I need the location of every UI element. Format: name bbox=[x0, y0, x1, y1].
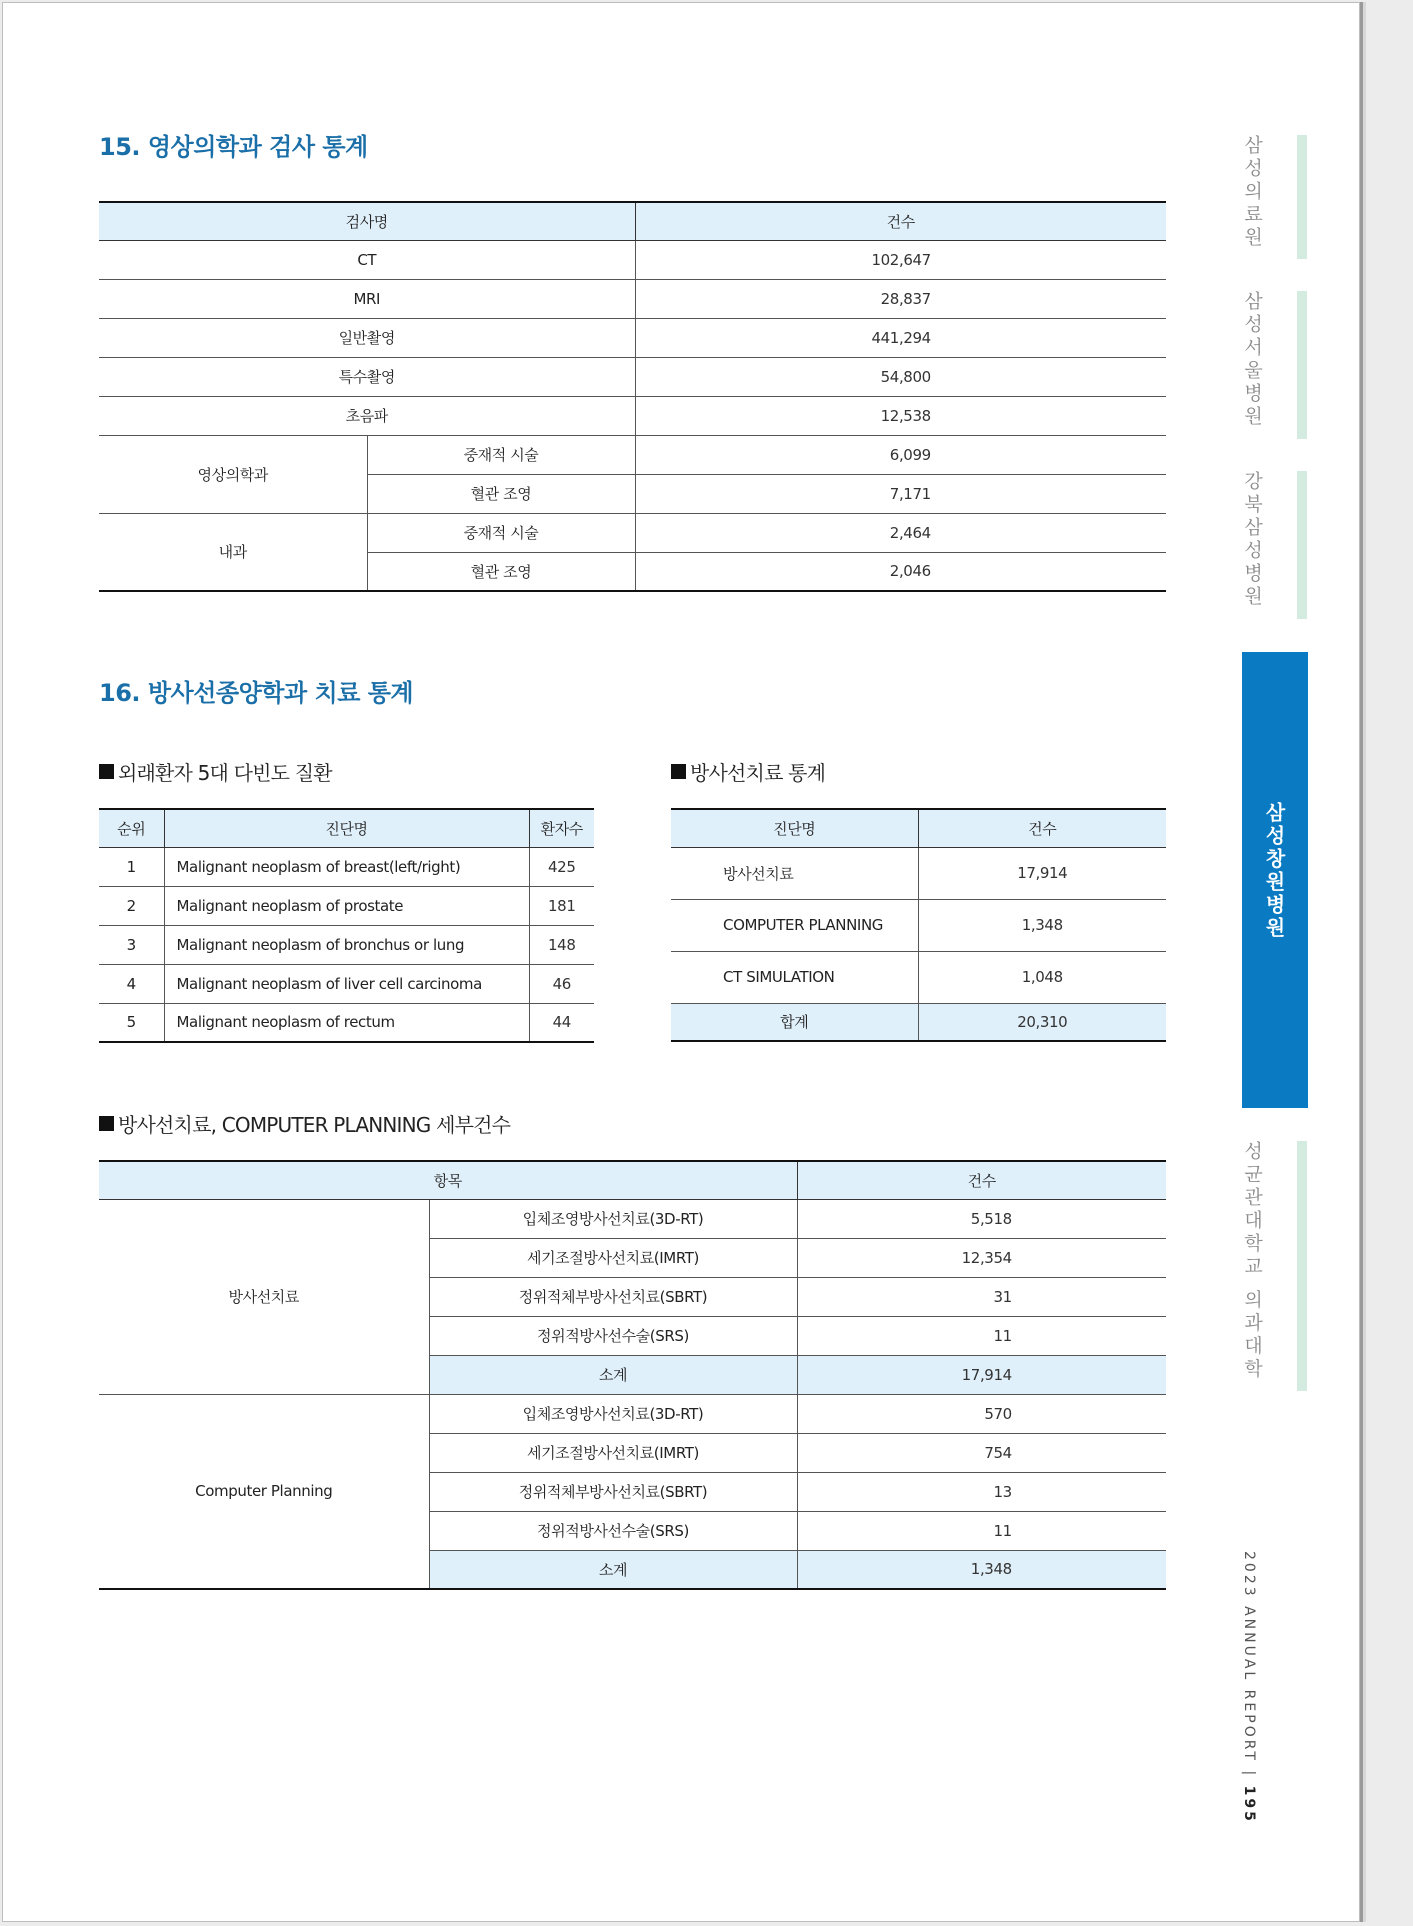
footer-separator: | bbox=[1241, 1770, 1257, 1779]
exam-name: 초음파 bbox=[99, 396, 635, 435]
table-row bbox=[99, 1003, 594, 1042]
page-number: 195 bbox=[1241, 1785, 1257, 1824]
exam-count: 7,171 bbox=[635, 474, 1166, 513]
header-item: 항목 bbox=[99, 1161, 797, 1199]
table-row bbox=[99, 513, 1166, 552]
item-count: 11 bbox=[797, 1316, 1166, 1355]
table-row bbox=[99, 279, 1166, 318]
table-row bbox=[671, 951, 1166, 1003]
subtotal-label: 소계 bbox=[429, 1355, 797, 1394]
item-count: 754 bbox=[797, 1433, 1166, 1472]
table-row bbox=[99, 240, 1166, 279]
table-row bbox=[99, 396, 1166, 435]
radiation-stats-table bbox=[671, 808, 1166, 1042]
item-count: 11 bbox=[797, 1511, 1166, 1550]
square-bullet-icon bbox=[99, 764, 114, 779]
detail-subtitle bbox=[99, 1109, 510, 1138]
exam-count: 54,800 bbox=[635, 357, 1166, 396]
exam-count: 2,046 bbox=[889, 562, 931, 581]
item-count: 13 bbox=[797, 1472, 1166, 1511]
exam-count: 12,538 bbox=[635, 396, 1166, 435]
item-name: 정위적방사선수술(SRS) bbox=[429, 1511, 797, 1550]
item-name: 세기조절방사선치료(IMRT) bbox=[429, 1238, 797, 1277]
detail-subtitle-text: 방사선치료, COMPUTER PLANNING 세부건수 bbox=[118, 1113, 511, 1137]
side-tab-bar bbox=[1297, 1141, 1307, 1391]
exam-name: 혈관 조영 bbox=[367, 552, 635, 591]
item-name: 정위적체부방사선치료(SBRT) bbox=[429, 1472, 797, 1511]
patients: 425 bbox=[529, 847, 594, 886]
treatment-name: COMPUTER PLANNING bbox=[671, 899, 918, 951]
table-row bbox=[99, 435, 1166, 474]
header-rank: 순위 bbox=[99, 809, 164, 847]
header-exam-name: 검사명 bbox=[99, 202, 635, 240]
table-row bbox=[99, 847, 594, 886]
item-count: 5,518 bbox=[797, 1199, 1166, 1238]
table-row bbox=[671, 847, 1166, 899]
diagnosis: Malignant neoplasm of prostate bbox=[164, 886, 529, 925]
diagnosis: Malignant neoplasm of rectum bbox=[164, 1003, 529, 1042]
group-label: 내과 bbox=[99, 513, 367, 591]
rank: 1 bbox=[99, 847, 164, 886]
side-tab-samsung-medical-center[interactable]: 삼성의료원 bbox=[1241, 135, 1263, 250]
side-tab-kangbuk-samsung-hospital[interactable]: 강북삼성병원 bbox=[1241, 471, 1263, 609]
item-name: 정위적체부방사선치료(SBRT) bbox=[429, 1277, 797, 1316]
section-15-title: 15. 영상의학과 검사 통계 bbox=[99, 133, 368, 161]
item-count: 12,354 bbox=[797, 1238, 1166, 1277]
imaging-stats-table bbox=[99, 201, 1166, 592]
exam-name: 일반촬영 bbox=[99, 318, 635, 357]
item-name: 입체조영방사선치료(3D-RT) bbox=[429, 1394, 797, 1433]
exam-name: 중재적 시술 bbox=[367, 435, 635, 474]
item-name: 세기조절방사선치료(IMRT) bbox=[429, 1433, 797, 1472]
table-row bbox=[99, 1199, 1166, 1238]
side-tab-bar bbox=[1297, 291, 1307, 439]
total-row bbox=[671, 1003, 1166, 1041]
exam-count: 6,099 bbox=[635, 435, 1166, 474]
item-name: 입체조영방사선치료(3D-RT) bbox=[429, 1199, 797, 1238]
header-count: 건수 bbox=[918, 809, 1166, 847]
rank: 4 bbox=[99, 964, 164, 1003]
group-label: 방사선치료 bbox=[99, 1199, 429, 1394]
group-label: 영상의학과 bbox=[99, 435, 367, 513]
square-bullet-icon bbox=[99, 1116, 114, 1131]
top5-subtitle bbox=[99, 757, 332, 786]
treatment-count: 1,048 bbox=[918, 951, 1166, 1003]
exam-count: 2,464 bbox=[635, 513, 1166, 552]
patients: 148 bbox=[529, 925, 594, 964]
exam-count: 28,837 bbox=[635, 279, 1166, 318]
rank: 2 bbox=[99, 886, 164, 925]
item-count: 31 bbox=[797, 1277, 1166, 1316]
exam-count: 102,647 bbox=[635, 240, 1166, 279]
side-tab-samsung-changwon-hospital[interactable] bbox=[1242, 652, 1308, 1108]
diagnosis: Malignant neoplasm of breast(left/right) bbox=[164, 847, 529, 886]
header-patients: 환자수 bbox=[529, 809, 594, 847]
side-tab-samsung-seoul-hospital[interactable]: 삼성서울병원 bbox=[1241, 291, 1263, 429]
subtotal-label: 소계 bbox=[429, 1550, 797, 1589]
page-footer bbox=[1241, 1551, 1257, 1824]
subtotal-count: 1,348 bbox=[797, 1550, 1166, 1589]
exam-count: 441,294 bbox=[635, 318, 1166, 357]
item-count: 570 bbox=[797, 1394, 1166, 1433]
diagnosis: Malignant neoplasm of liver cell carcinoma bbox=[164, 964, 529, 1003]
table-row bbox=[99, 964, 594, 1003]
diagnosis: Malignant neoplasm of bronchus or lung bbox=[164, 925, 529, 964]
table-row bbox=[99, 925, 594, 964]
treatment-count: 1,348 bbox=[918, 899, 1166, 951]
exam-name: 특수촬영 bbox=[99, 357, 635, 396]
table-row bbox=[99, 318, 1166, 357]
top5-diagnosis-table bbox=[99, 808, 594, 1043]
subtotal-count: 17,914 bbox=[797, 1355, 1166, 1394]
header-count: 건수 bbox=[635, 202, 1166, 240]
side-tab-skku-medical-school[interactable]: 성균관대학교 의과대학 bbox=[1241, 1141, 1263, 1382]
total-label: 합계 bbox=[671, 1003, 918, 1041]
rank: 3 bbox=[99, 925, 164, 964]
patients: 46 bbox=[529, 964, 594, 1003]
exam-name: MRI bbox=[99, 279, 635, 318]
header-count: 건수 bbox=[797, 1161, 1166, 1199]
rank: 5 bbox=[99, 1003, 164, 1042]
side-tab-bar bbox=[1297, 471, 1307, 619]
exam-name: 중재적 시술 bbox=[367, 513, 635, 552]
treatment-count: 17,914 bbox=[918, 847, 1166, 899]
top5-subtitle-text: 외래환자 5대 다빈도 질환 bbox=[118, 761, 332, 785]
treatment-name: CT SIMULATION bbox=[671, 951, 918, 1003]
treatment-name: 방사선치료 bbox=[671, 847, 918, 899]
section-16-title: 16. 방사선종양학과 치료 통계 bbox=[99, 679, 414, 707]
radiation-detail-table bbox=[99, 1160, 1166, 1590]
exam-name: CT bbox=[99, 240, 635, 279]
table-row bbox=[99, 1394, 1166, 1433]
exam-name: 혈관 조영 bbox=[367, 474, 635, 513]
report-name: 2023 ANNUAL REPORT bbox=[1241, 1551, 1257, 1763]
patients: 44 bbox=[552, 1013, 571, 1032]
side-tab-active-label: 삼성창원병원 bbox=[1262, 802, 1286, 940]
side-tab-bar bbox=[1297, 135, 1307, 259]
radiation-subtitle-text: 방사선치료 통계 bbox=[690, 761, 826, 785]
square-bullet-icon bbox=[671, 764, 686, 779]
report-page bbox=[2, 2, 1360, 1922]
header-diagnosis: 진단명 bbox=[164, 809, 529, 847]
table-row bbox=[671, 899, 1166, 951]
item-name: 정위적방사선수술(SRS) bbox=[429, 1316, 797, 1355]
patients: 181 bbox=[529, 886, 594, 925]
header-diagnosis: 진단명 bbox=[671, 809, 918, 847]
table-row bbox=[99, 886, 594, 925]
total-count: 20,310 bbox=[918, 1003, 1166, 1041]
group-label: Computer Planning bbox=[99, 1394, 429, 1589]
table-row bbox=[99, 357, 1166, 396]
radiation-subtitle bbox=[671, 757, 825, 786]
